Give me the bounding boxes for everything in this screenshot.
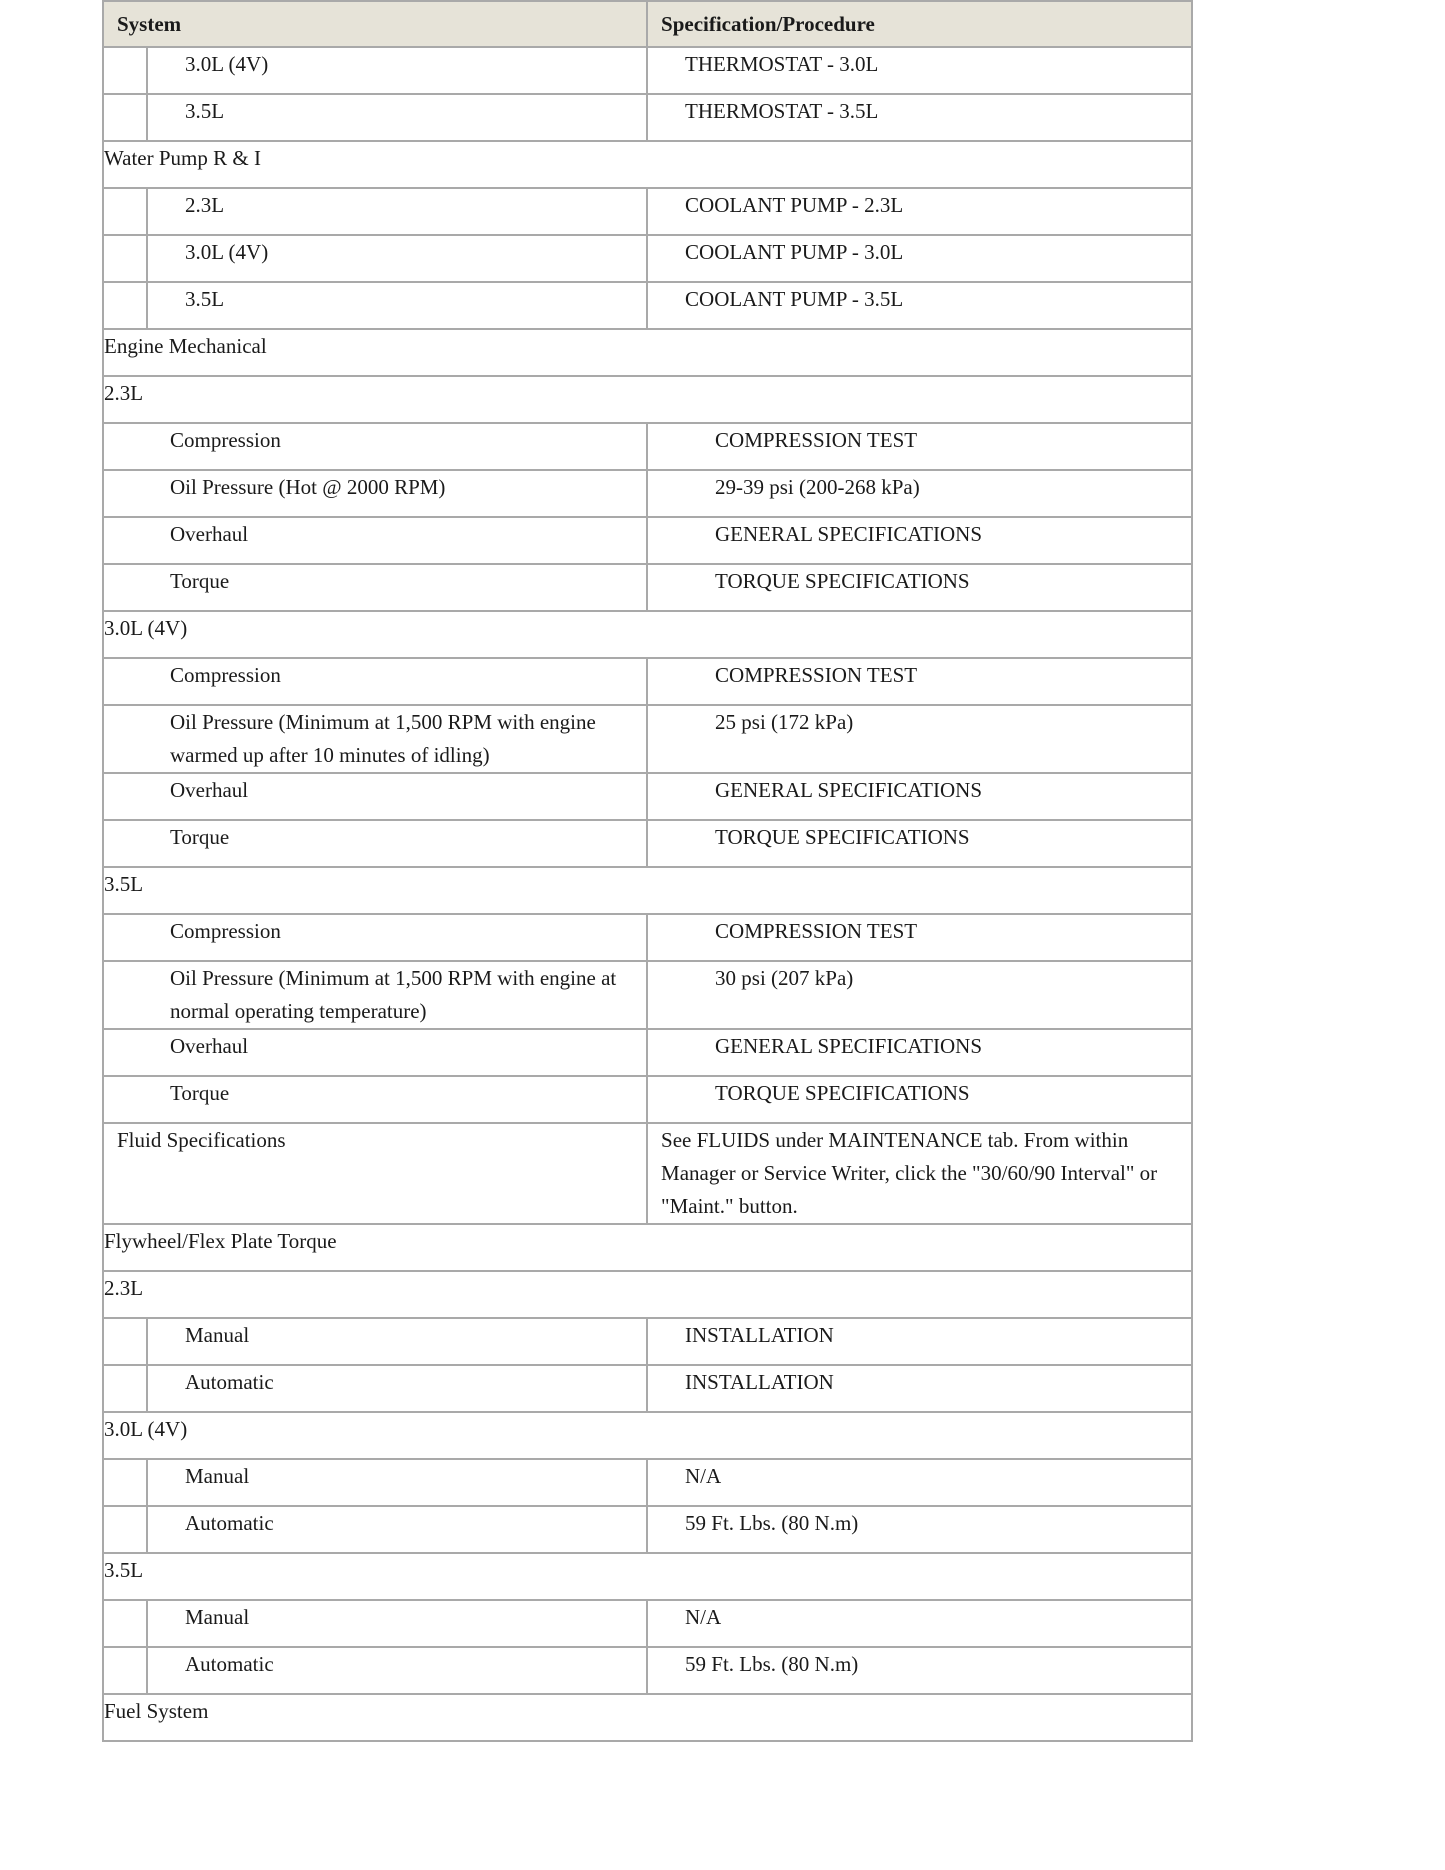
table-header-row — [103, 1, 1192, 47]
section-heading: Fuel System — [103, 1694, 1192, 1741]
system-cell: 2.3L — [147, 188, 647, 235]
subsection-heading: 3.5L — [103, 867, 1192, 914]
table-row — [103, 470, 1192, 517]
table-row — [103, 141, 1192, 188]
subsection-heading: 2.3L — [103, 376, 1192, 423]
spec-cell: COMPRESSION TEST — [647, 423, 1192, 470]
system-cell: Oil Pressure (Hot @ 2000 RPM) — [103, 470, 647, 517]
system-cell: Compression — [103, 914, 647, 961]
table-row — [103, 1600, 1192, 1647]
specification-table — [102, 0, 1193, 1742]
system-cell: Automatic — [147, 1647, 647, 1694]
indent-spacer-cell — [103, 1365, 147, 1412]
subsection-heading: 2.3L — [103, 1271, 1192, 1318]
table-row — [103, 94, 1192, 141]
system-cell: Manual — [147, 1318, 647, 1365]
table-row — [103, 1318, 1192, 1365]
table-row — [103, 517, 1192, 564]
indent-spacer-cell — [103, 1318, 147, 1365]
spec-cell: TORQUE SPECIFICATIONS — [647, 1076, 1192, 1123]
spec-cell: TORQUE SPECIFICATIONS — [647, 820, 1192, 867]
subsection-heading: 3.5L — [103, 1553, 1192, 1600]
table-row — [103, 564, 1192, 611]
subsection-heading: Water Pump R & I — [103, 141, 1192, 188]
indent-spacer-cell — [103, 94, 147, 141]
table-row — [103, 658, 1192, 705]
table-row — [103, 820, 1192, 867]
spec-cell: 29-39 psi (200-268 kPa) — [647, 470, 1192, 517]
table-row — [103, 773, 1192, 820]
table-row — [103, 961, 1192, 1029]
spec-cell: TORQUE SPECIFICATIONS — [647, 564, 1192, 611]
system-cell: Manual — [147, 1600, 647, 1647]
system-cell: Fluid Specifications — [103, 1123, 647, 1224]
indent-spacer-cell — [103, 1600, 147, 1647]
indent-spacer-cell — [103, 282, 147, 329]
table-row — [103, 867, 1192, 914]
table-body — [103, 47, 1192, 1741]
indent-spacer-cell — [103, 1647, 147, 1694]
table-row — [103, 705, 1192, 773]
system-cell: Torque — [103, 1076, 647, 1123]
table-row — [103, 914, 1192, 961]
system-cell: Oil Pressure (Minimum at 1,500 RPM with engine warmed up after 10 minutes of idling) — [103, 705, 647, 773]
indent-spacer-cell — [103, 1506, 147, 1553]
spec-cell: INSTALLATION — [647, 1318, 1192, 1365]
spec-cell: See FLUIDS under MAINTENANCE tab. From within Manager or Service Writer, click the "30/60/90 Interval" or "Maint." button. — [647, 1123, 1192, 1224]
table-row — [103, 611, 1192, 658]
subsection-heading: 3.0L (4V) — [103, 611, 1192, 658]
spec-cell: 30 psi (207 kPa) — [647, 961, 1192, 1029]
system-cell: 3.0L (4V) — [147, 47, 647, 94]
system-cell: Torque — [103, 820, 647, 867]
spec-column-header: Specification/Procedure — [647, 1, 1192, 47]
indent-spacer-cell — [103, 235, 147, 282]
section-heading: Engine Mechanical — [103, 329, 1192, 376]
table-row — [103, 423, 1192, 470]
subsection-heading: 3.0L (4V) — [103, 1412, 1192, 1459]
spec-cell: COOLANT PUMP - 3.0L — [647, 235, 1192, 282]
system-cell: Compression — [103, 423, 647, 470]
system-cell: Compression — [103, 658, 647, 705]
system-cell: Automatic — [147, 1365, 647, 1412]
table-row — [103, 1647, 1192, 1694]
spec-cell: THERMOSTAT - 3.0L — [647, 47, 1192, 94]
indent-spacer-cell — [103, 188, 147, 235]
spec-cell: 25 psi (172 kPa) — [647, 705, 1192, 773]
spec-cell: GENERAL SPECIFICATIONS — [647, 773, 1192, 820]
table-row — [103, 282, 1192, 329]
table-row — [103, 1029, 1192, 1076]
system-cell: Manual — [147, 1459, 647, 1506]
spec-cell: COOLANT PUMP - 3.5L — [647, 282, 1192, 329]
system-cell: 3.5L — [147, 282, 647, 329]
table-row — [103, 1271, 1192, 1318]
system-cell: Overhaul — [103, 773, 647, 820]
system-cell: Oil Pressure (Minimum at 1,500 RPM with engine at normal operating temperature) — [103, 961, 647, 1029]
table-row — [103, 47, 1192, 94]
system-column-header: System — [103, 1, 647, 47]
table-row — [103, 1459, 1192, 1506]
system-cell: Overhaul — [103, 517, 647, 564]
spec-cell: THERMOSTAT - 3.5L — [647, 94, 1192, 141]
table-row — [103, 1506, 1192, 1553]
spec-cell: GENERAL SPECIFICATIONS — [647, 517, 1192, 564]
table-row — [103, 188, 1192, 235]
table-row — [103, 329, 1192, 376]
spec-cell: GENERAL SPECIFICATIONS — [647, 1029, 1192, 1076]
spec-cell: N/A — [647, 1600, 1192, 1647]
table-row — [103, 1123, 1192, 1224]
system-cell: 3.0L (4V) — [147, 235, 647, 282]
system-cell: Overhaul — [103, 1029, 647, 1076]
spec-cell: N/A — [647, 1459, 1192, 1506]
table-row — [103, 376, 1192, 423]
table-row — [103, 1553, 1192, 1600]
system-cell: Torque — [103, 564, 647, 611]
table-row — [103, 1224, 1192, 1271]
system-cell: Automatic — [147, 1506, 647, 1553]
table-row — [103, 235, 1192, 282]
spec-cell: COOLANT PUMP - 2.3L — [647, 188, 1192, 235]
spec-cell: 59 Ft. Lbs. (80 N.m) — [647, 1647, 1192, 1694]
indent-spacer-cell — [103, 47, 147, 94]
system-cell: 3.5L — [147, 94, 647, 141]
spec-cell: COMPRESSION TEST — [647, 914, 1192, 961]
table-row — [103, 1412, 1192, 1459]
spec-cell: COMPRESSION TEST — [647, 658, 1192, 705]
table-row — [103, 1365, 1192, 1412]
table-row — [103, 1694, 1192, 1741]
indent-spacer-cell — [103, 1459, 147, 1506]
section-heading: Flywheel/Flex Plate Torque — [103, 1224, 1192, 1271]
table-row — [103, 1076, 1192, 1123]
spec-cell: 59 Ft. Lbs. (80 N.m) — [647, 1506, 1192, 1553]
spec-cell: INSTALLATION — [647, 1365, 1192, 1412]
